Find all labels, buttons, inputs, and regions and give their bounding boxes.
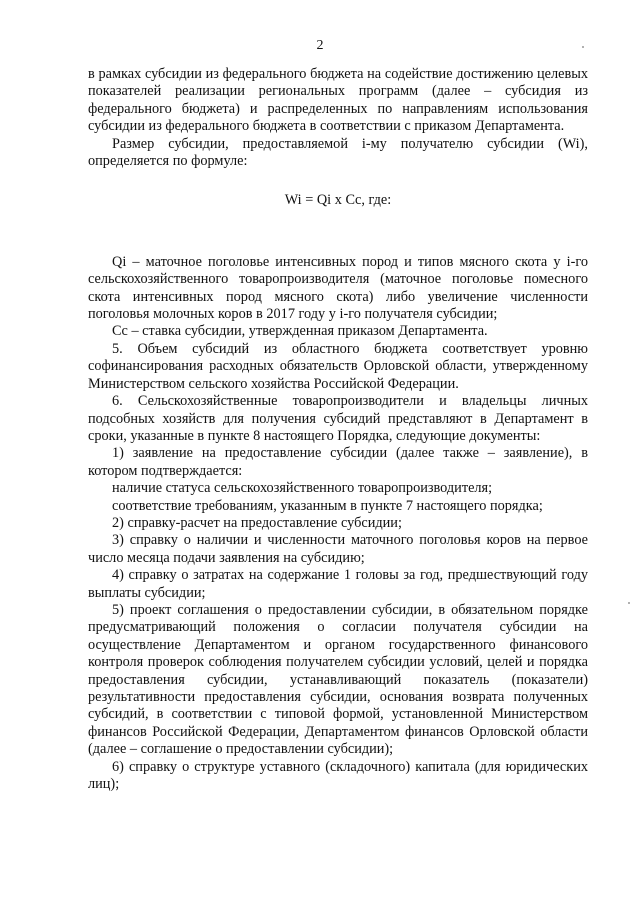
list-item: наличие статуса сельскохозяйственного товаропроизводителя;	[112, 480, 493, 497]
list-item: 5) проект соглашения о предоставлении субсидии, в обязательном порядке предусматривающий положения о согласии получателя субсидии на осуществление Департаментом и органом государственного финансового контроля проверок соблюдения получателем субсидии условий, целей и порядка предоставления субсидии, устанавливающий показатель (показатели) результативности предоставления субсидии, основания возврата полученных субсидий, в соответствии с типовой формой, установленной Министерством финансов Российской Федерации, Департаментом финансов Орловской области (далее – соглашение о предоставлении субсидии);	[88, 601, 588, 758]
paragraph: Размер субсидии, предоставляемой i-му получателю субсидии (Wi), определяется по формуле:	[88, 135, 588, 170]
paragraph: 6. Сельскохозяйственные товаропроизводители и владельцы личных подсобных хозяйств для получения субсидий представляют в Департамент в сроки, указанные в пункте 8 настоящего Порядка, следующие документы:	[88, 393, 588, 444]
scan-speck	[628, 602, 630, 604]
formula: Wi = Qi x Cc, где:	[284, 192, 392, 209]
paragraph: в рамках субсидии из федерального бюджета на содействие достижению целевых показателей реализации региональных программ (далее – субсидия из федерального бюджета) и распределенных по направлениям использования субсидии из федерального бюджета в соответствии с приказом Департамента.	[88, 66, 588, 135]
list-item: 1) заявление на предоставление субсидии (далее также – заявление), в котором подтверждается:	[88, 445, 588, 479]
list-item: 2) справку-расчет на предоставление субсидии;	[112, 514, 402, 531]
list-item: соответствие требованиям, указанным в пункте 7 настоящего порядка;	[112, 497, 543, 514]
list-item: 6) справку о структуре уставного (складочного) капитала (для юридических лиц);	[88, 758, 588, 793]
list-item: 4) справку о затратах на содержание 1 головы за год, предшествующий году выплаты субсидии;	[88, 567, 588, 601]
scan-speck	[582, 46, 584, 48]
page-number: 2	[316, 38, 324, 53]
list-item: 3) справку о наличии и численности маточного поголовья коров на первое число месяца подачи заявления на субсидию;	[88, 532, 588, 566]
paragraph: Qi – маточное поголовье интенсивных пород и типов мясного скота у i-го сельскохозяйственного товаропроизводителя (маточное поголовье помесного скота интенсивных пород мясного скота) либо увеличение численности поголовья молочных коров в 2017 году у i-го получателя субсидии;	[88, 253, 588, 323]
paragraph: 5. Объем субсидий из областного бюджета соответствует уровню софинансирования расходных обязательств Орловской области, утвержденному Министерством сельского хозяйства Российской Федерации.	[88, 340, 588, 392]
document-body	[88, 66, 588, 793]
paragraph: Cc – ставка субсидии, утвержденная приказом Департамента.	[112, 323, 488, 340]
